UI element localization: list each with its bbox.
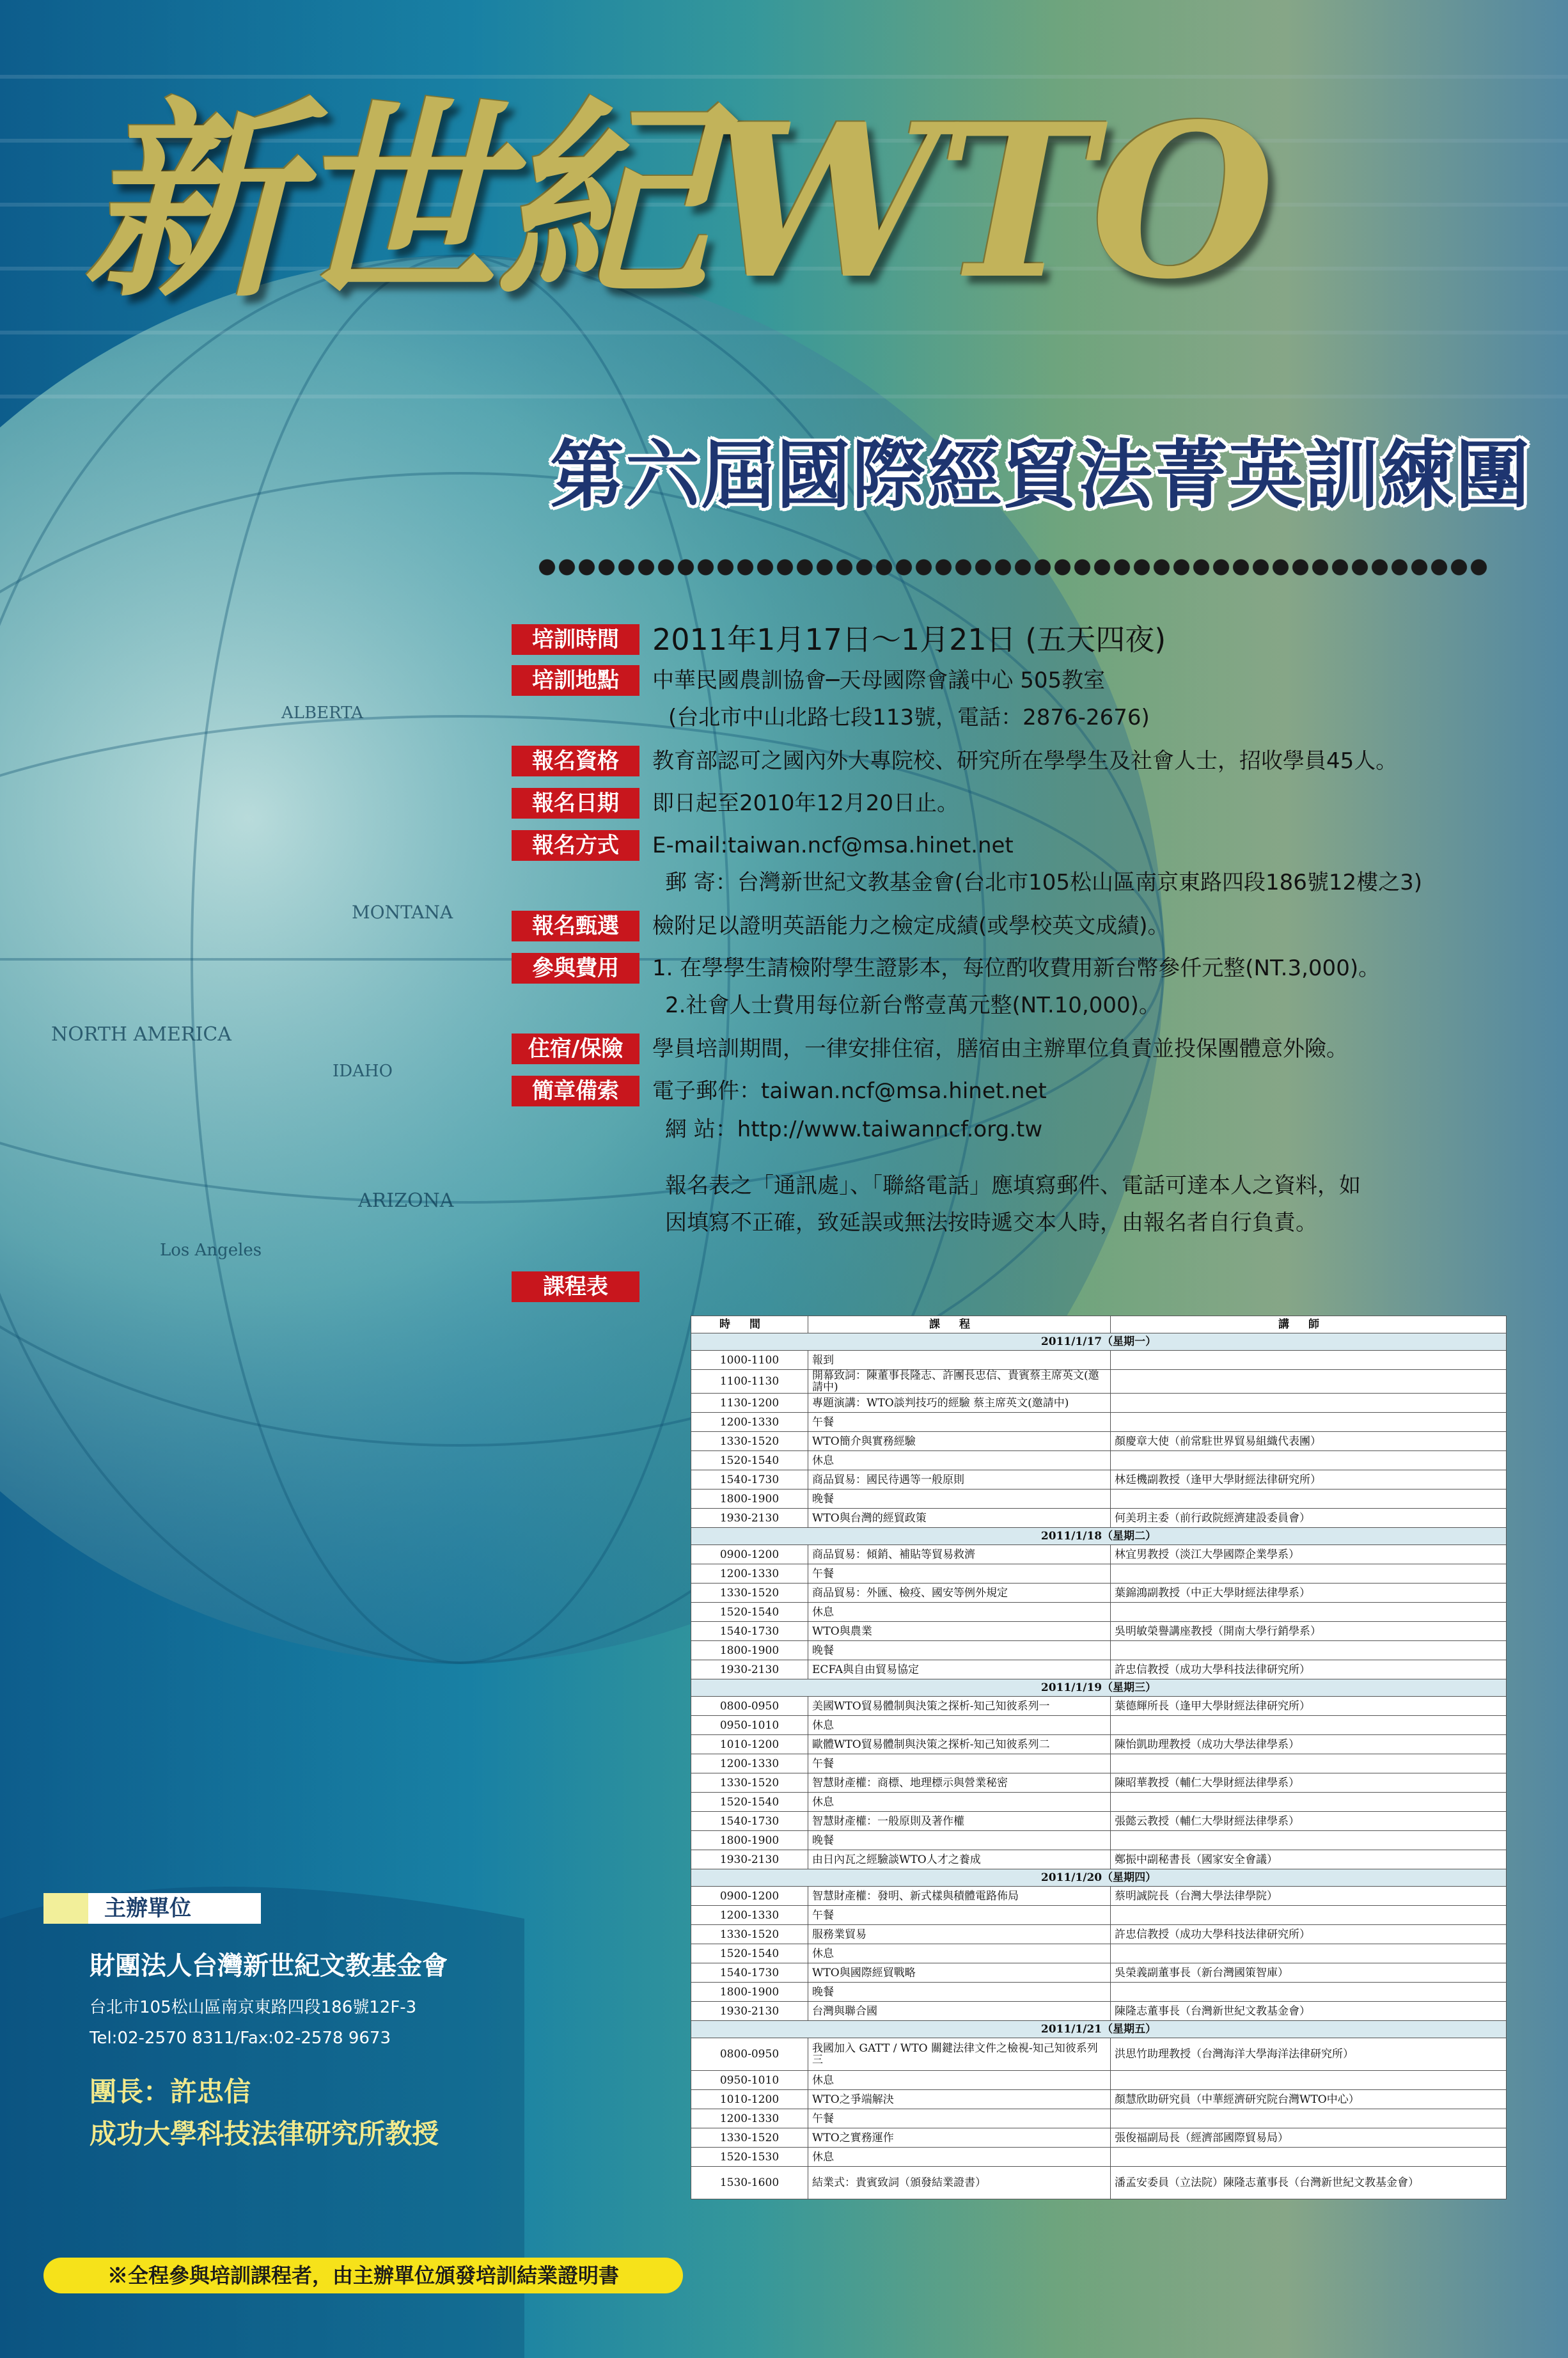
map-label: NORTH AMERICA	[51, 1023, 231, 1046]
info-label: 報名資格	[512, 746, 639, 776]
map-label: ARIZONA	[358, 1190, 454, 1212]
info-label: 報名甄選	[512, 911, 639, 941]
schedule-speaker	[1111, 1413, 1507, 1432]
info-extra: 2.社會人士費用每位新台幣壹萬元整(NT.10,000)。	[665, 993, 1161, 1018]
schedule-row	[691, 1432, 1507, 1451]
schedule-item: WTO與台灣的經貿政策	[808, 1509, 1111, 1528]
schedule-speaker	[1111, 1716, 1507, 1735]
info-label: 培訓時間	[512, 624, 639, 655]
schedule-time: 1540-1730	[691, 1470, 808, 1489]
schedule-item: 由日內瓦之經驗談WTO人才之養成	[808, 1850, 1111, 1869]
schedule-item: WTO與國際經貿戰略	[808, 1963, 1111, 1983]
schedule-time: 1130-1200	[691, 1394, 808, 1413]
organizer-tag-swatch	[43, 1893, 88, 1924]
schedule-time: 1330-1520	[691, 1773, 808, 1793]
info-row-eligibility	[512, 746, 1397, 776]
schedule-time: 1540-1730	[691, 1812, 808, 1831]
schedule-time: 1540-1730	[691, 1963, 808, 1983]
info-row-location	[512, 665, 1105, 696]
schedule-item: 歐體WTO貿易體制與決策之探析-知己知彼系列二	[808, 1735, 1111, 1754]
schedule-row	[691, 1963, 1507, 1983]
info-row-brochure	[512, 1076, 1047, 1106]
schedule-item: 晚餐	[808, 1831, 1111, 1850]
schedule-day: 2011/1/20（星期四）	[691, 1869, 1507, 1887]
schedule-speaker: 顏慧欣助研究員（中華經濟研究院台灣WTO中心）	[1111, 2090, 1507, 2109]
schedule-time: 1520-1540	[691, 1793, 808, 1812]
schedule-speaker	[1111, 1983, 1507, 2002]
schedule-speaker	[1111, 1370, 1507, 1394]
schedule-speaker: 蔡明誠院長（台灣大學法律學院）	[1111, 1887, 1507, 1906]
schedule-speaker	[1111, 1831, 1507, 1850]
schedule-row	[691, 1793, 1507, 1812]
schedule-speaker: 張懿云教授（輔仁大學財經法律學系）	[1111, 1812, 1507, 1831]
info-row-method	[512, 830, 1014, 861]
schedule-row	[691, 2109, 1507, 2128]
schedule-item: 午餐	[808, 2109, 1111, 2128]
schedule-speaker: 葉錦鴻副教授（中正大學財經法律學系）	[1111, 1584, 1507, 1603]
info-text: 學員培訓期間，一律安排住宿，膳宿由主辦單位負責並投保團體意外險。	[652, 1036, 1348, 1062]
schedule-item: 服務業貿易	[808, 1925, 1111, 1944]
schedule-speaker: 陳怡凱助理教授（成功大學法律學系）	[1111, 1735, 1507, 1754]
schedule-row	[691, 1489, 1507, 1509]
schedule-item: 專題演講：WTO談判技巧的經驗 蔡主席英文(邀請中)	[808, 1394, 1111, 1413]
schedule-day-row	[691, 1333, 1507, 1351]
map-label: ALBERTA	[281, 703, 363, 723]
schedule-time: 1930-2130	[691, 2002, 808, 2021]
schedule-row	[691, 1370, 1507, 1394]
schedule-row	[691, 1451, 1507, 1470]
schedule-day-row	[691, 1679, 1507, 1697]
info-row-time	[512, 624, 1166, 656]
schedule-item: 智慧財產權：商標、地理標示與營業秘密	[808, 1773, 1111, 1793]
schedule-time: 0900-1200	[691, 1545, 808, 1564]
schedule-time: 1330-1520	[691, 1925, 808, 1944]
schedule-row	[691, 1697, 1507, 1716]
info-text: 檢附足以證明英語能力之檢定成績(或學校英文成績)。	[652, 913, 1170, 939]
organizer-name: 財團法人台灣新世紀文教基金會	[90, 1951, 448, 1981]
schedule-time: 0950-1010	[691, 2071, 808, 2090]
schedule-speaker: 潘孟安委員（立法院）陳隆志董事長（台灣新世紀文教基金會）	[1111, 2167, 1507, 2199]
schedule-time: 0800-0950	[691, 1697, 808, 1716]
info-label: 住宿/保險	[512, 1034, 639, 1064]
schedule-row	[691, 2128, 1507, 2148]
schedule-time: 1800-1900	[691, 1983, 808, 2002]
info-label: 培訓地點	[512, 665, 639, 696]
schedule-item: 休息	[808, 2148, 1111, 2167]
schedule-speaker	[1111, 2109, 1507, 2128]
schedule-row	[691, 1413, 1507, 1432]
schedule-row	[691, 1773, 1507, 1793]
schedule-label: 課程表	[512, 1271, 639, 1302]
info-row-lodging	[512, 1034, 1348, 1064]
subtitle: 第六屆國際經貿法菁英訓練團	[550, 432, 1531, 519]
schedule-row	[691, 1812, 1507, 1831]
schedule-row	[691, 2167, 1507, 2199]
schedule-time: 1330-1520	[691, 1584, 808, 1603]
schedule-speaker	[1111, 1451, 1507, 1470]
schedule-speaker: 吳明敏榮譽講座教授（開南大學行銷學系）	[1111, 1622, 1507, 1641]
info-label: 簡章備索	[512, 1076, 639, 1106]
schedule-item: 報到	[808, 1351, 1111, 1370]
schedule-speaker: 林廷機副教授（逢甲大學財經法律研究所）	[1111, 1470, 1507, 1489]
schedule-item: WTO之實務運作	[808, 2128, 1111, 2148]
schedule-speaker: 陳隆志董事長（台灣新世紀文教基金會）	[1111, 2002, 1507, 2021]
info-section	[512, 622, 1509, 1261]
schedule-time: 1520-1530	[691, 2148, 808, 2167]
organizer-address: 台北市105松山區南京東路四段186號12F-3	[90, 1998, 417, 2017]
info-text[interactable]: E-mail:taiwan.ncf@msa.hinet.net	[652, 833, 1014, 858]
schedule-item: 我國加入 GATT / WTO 關鍵法律文件之檢視-知己知彼系列三	[808, 2038, 1111, 2071]
info-text: 中華民國農訓協會─天母國際會議中心 505教室	[652, 668, 1106, 693]
schedule-item: 午餐	[808, 1564, 1111, 1584]
schedule-label-row	[512, 1271, 639, 1302]
schedule-time: 1200-1330	[691, 1754, 808, 1773]
schedule-item: 台灣與聯合國	[808, 2002, 1111, 2021]
schedule-time: 1530-1600	[691, 2167, 808, 2199]
schedule-speaker: 洪思竹助理教授（台灣海洋大學海洋法律研究所）	[1111, 2038, 1507, 2071]
schedule-item: 午餐	[808, 1906, 1111, 1925]
schedule-item: 商品貿易：傾銷、補貼等貿易救濟	[808, 1545, 1111, 1564]
schedule-time: 1000-1100	[691, 1351, 808, 1370]
organizer-leader: 團長：許忠信	[90, 2076, 251, 2107]
schedule-speaker	[1111, 1394, 1507, 1413]
schedule-speaker: 許忠信教授（成功大學科技法律研究所）	[1111, 1925, 1507, 1944]
schedule-time: 1540-1730	[691, 1622, 808, 1641]
schedule-row	[691, 1509, 1507, 1528]
info-extra[interactable]: 網 站：http://www.taiwanncf.org.tw	[665, 1117, 1043, 1142]
schedule-row	[691, 1545, 1507, 1564]
schedule-time: 1010-1200	[691, 1735, 808, 1754]
dot-divider	[537, 558, 1490, 577]
schedule-speaker: 林宜男教授（淡江大學國際企業學系）	[1111, 1545, 1507, 1564]
schedule-time: 1800-1900	[691, 1489, 808, 1509]
schedule-item: 智慧財產權：一般原則及著作權	[808, 1812, 1111, 1831]
schedule-speaker	[1111, 2071, 1507, 2090]
schedule-item: 商品貿易：國民待遇等一般原則	[808, 1470, 1111, 1489]
map-label: Los Angeles	[160, 1241, 262, 1260]
schedule-item: 結業式：貴賓致詞（頒發結業證書）	[808, 2167, 1111, 2199]
schedule-speaker	[1111, 2148, 1507, 2167]
note-line: 因填寫不正確，致延誤或無法按時遞交本人時，由報名者自行負責。	[665, 1210, 1317, 1236]
schedule-row	[691, 1641, 1507, 1660]
schedule-time: 1800-1900	[691, 1641, 808, 1660]
schedule-time: 1200-1330	[691, 1906, 808, 1925]
schedule-item: 晚餐	[808, 1641, 1111, 1660]
schedule-item: 晚餐	[808, 1489, 1111, 1509]
schedule-speaker: 吳榮義副董事長（新台灣國策智庫）	[1111, 1963, 1507, 1983]
schedule-day: 2011/1/17（星期一）	[691, 1333, 1507, 1351]
schedule-time: 1200-1330	[691, 1413, 808, 1432]
schedule-speaker: 何美玥主委（前行政院經濟建設委員會）	[1111, 1509, 1507, 1528]
schedule-item: 休息	[808, 1603, 1111, 1622]
schedule-speaker: 鄭振中副秘書長（國家安全會議）	[1111, 1850, 1507, 1869]
schedule-row	[691, 1716, 1507, 1735]
schedule-row	[691, 1584, 1507, 1603]
map-label: IDAHO	[333, 1062, 393, 1081]
certificate-note: ※全程參與培訓課程者，由主辦單位頒發培訓結業證明書	[43, 2258, 683, 2293]
schedule-row	[691, 1754, 1507, 1773]
schedule-speaker	[1111, 1944, 1507, 1963]
schedule-row	[691, 1351, 1507, 1370]
schedule-speaker	[1111, 1754, 1507, 1773]
schedule-speaker: 張俊福副局長（經濟部國際貿易局）	[1111, 2128, 1507, 2148]
schedule-item: 午餐	[808, 1754, 1111, 1773]
schedule-item: 晚餐	[808, 1983, 1111, 2002]
info-row-fee	[512, 953, 1380, 984]
schedule-row	[691, 1603, 1507, 1622]
schedule-time: 0800-0950	[691, 2038, 808, 2071]
organizer-leader-title: 成功大學科技法律研究所教授	[90, 2118, 439, 2150]
schedule-row	[691, 1394, 1507, 1413]
organizer-phone: Tel:02-2570 8311/Fax:02-2578 9673	[90, 2029, 391, 2048]
organizer-tag	[43, 1893, 261, 1924]
schedule-time: 1010-1200	[691, 2090, 808, 2109]
schedule-time: 1520-1540	[691, 1944, 808, 1963]
schedule-table	[691, 1316, 1507, 2199]
schedule-time: 1200-1330	[691, 1564, 808, 1584]
schedule-speaker	[1111, 1489, 1507, 1509]
info-row-date	[512, 788, 959, 819]
schedule-row	[691, 1660, 1507, 1679]
schedule-row	[691, 2090, 1507, 2109]
schedule-item: 休息	[808, 1716, 1111, 1735]
schedule-row	[691, 1925, 1507, 1944]
schedule-row	[691, 2148, 1507, 2167]
info-label: 參與費用	[512, 953, 639, 984]
schedule-row	[691, 2038, 1507, 2071]
schedule-row	[691, 1622, 1507, 1641]
column-header: 講師	[1111, 1316, 1507, 1333]
info-text: 教育部認可之國內外大專院校、研究所在學學生及社會人士，招收學員45人。	[652, 748, 1398, 774]
schedule-item: 休息	[808, 1944, 1111, 1963]
schedule-day-row	[691, 2021, 1507, 2038]
schedule-day-row	[691, 1869, 1507, 1887]
schedule-item: WTO之爭端解決	[808, 2090, 1111, 2109]
schedule-row	[691, 1887, 1507, 1906]
schedule-row	[691, 1564, 1507, 1584]
schedule-time: 0950-1010	[691, 1716, 808, 1735]
schedule-speaker	[1111, 1906, 1507, 1925]
organizer-label: 主辦單位	[104, 1896, 191, 1921]
info-row-selection	[512, 911, 1170, 941]
schedule-header-row	[691, 1316, 1507, 1333]
schedule-item: 智慧財產權：發明、新式樣與積體電路佈局	[808, 1887, 1111, 1906]
schedule-row	[691, 1831, 1507, 1850]
schedule-day: 2011/1/21（星期五）	[691, 2021, 1507, 2038]
schedule-day: 2011/1/18（星期二）	[691, 1528, 1507, 1545]
schedule-row	[691, 1470, 1507, 1489]
schedule-speaker	[1111, 1641, 1507, 1660]
schedule-speaker: 陳昭華教授（輔仁大學財經法律學系）	[1111, 1773, 1507, 1793]
column-header: 課程	[808, 1316, 1111, 1333]
info-label: 報名方式	[512, 830, 639, 861]
map-label: MONTANA	[352, 902, 453, 923]
schedule-speaker	[1111, 1603, 1507, 1622]
schedule-item: WTO與農業	[808, 1622, 1111, 1641]
schedule-speaker	[1111, 1793, 1507, 1812]
schedule-row	[691, 1983, 1507, 2002]
info-text: 2011年1月17日～1月21日 (五天四夜)	[652, 622, 1166, 657]
schedule-item: WTO簡介與實務經驗	[808, 1432, 1111, 1451]
schedule-item: 休息	[808, 1451, 1111, 1470]
schedule-time: 1930-2130	[691, 1660, 808, 1679]
schedule-row	[691, 1944, 1507, 1963]
info-text: 即日起至2010年12月20日止。	[652, 790, 959, 816]
schedule-row	[691, 2071, 1507, 2090]
schedule-item: 休息	[808, 2071, 1111, 2090]
info-text: 1. 在學學生請檢附學生證影本，每位酌收費用新台幣參仟元整(NT.3,000)。	[652, 955, 1381, 981]
info-extra: 郵 寄：台灣新世紀文教基金會(台北市105松山區南京東路四段186號12樓之3)	[665, 870, 1423, 895]
schedule-speaker: 許忠信教授（成功大學科技法律研究所）	[1111, 1660, 1507, 1679]
schedule-speaker	[1111, 1351, 1507, 1370]
schedule-speaker: 顏慶章大使（前常駐世界貿易組織代表團）	[1111, 1432, 1507, 1451]
schedule-time: 1330-1520	[691, 1432, 808, 1451]
column-header: 時間	[691, 1316, 808, 1333]
schedule-row	[691, 2002, 1507, 2021]
schedule-day: 2011/1/19（星期三）	[691, 1679, 1507, 1697]
schedule-item: 午餐	[808, 1413, 1111, 1432]
schedule-item: ECFA與自由貿易協定	[808, 1660, 1111, 1679]
schedule-item: 開幕致詞：陳董事長隆志、許團長忠信、貴賓蔡主席英文(邀請中)	[808, 1370, 1111, 1394]
schedule-day-row	[691, 1528, 1507, 1545]
schedule-item: 休息	[808, 1793, 1111, 1812]
note-line: 報名表之「通訊處」、「聯絡電話」應填寫郵件、電話可達本人之資料，如	[665, 1173, 1361, 1199]
schedule-speaker: 葉德輝所長（逢甲大學財經法律研究所）	[1111, 1697, 1507, 1716]
schedule-speaker	[1111, 1564, 1507, 1584]
schedule-time: 1100-1130	[691, 1370, 808, 1394]
schedule-row	[691, 1906, 1507, 1925]
info-extra: (台北市中山北路七段113號，電話：2876-2676)	[668, 705, 1150, 730]
schedule-time: 1330-1520	[691, 2128, 808, 2148]
schedule-time: 1520-1540	[691, 1451, 808, 1470]
schedule-body	[691, 1333, 1507, 2199]
schedule-time: 1930-2130	[691, 1850, 808, 1869]
info-text[interactable]: 電子郵件：taiwan.ncf@msa.hinet.net	[652, 1078, 1047, 1104]
schedule-time: 1930-2130	[691, 1509, 808, 1528]
info-label: 報名日期	[512, 788, 639, 819]
main-title: 新世紀WTO	[83, 77, 1271, 326]
schedule-time: 1200-1330	[691, 2109, 808, 2128]
schedule-time: 1800-1900	[691, 1831, 808, 1850]
schedule-time: 0900-1200	[691, 1887, 808, 1906]
schedule-row	[691, 1735, 1507, 1754]
schedule-time: 1520-1540	[691, 1603, 808, 1622]
schedule-item: 商品貿易：外匯、檢疫、國安等例外規定	[808, 1584, 1111, 1603]
schedule-item: 美國WTO貿易體制與決策之探析-知己知彼系列一	[808, 1697, 1111, 1716]
schedule-row	[691, 1850, 1507, 1869]
